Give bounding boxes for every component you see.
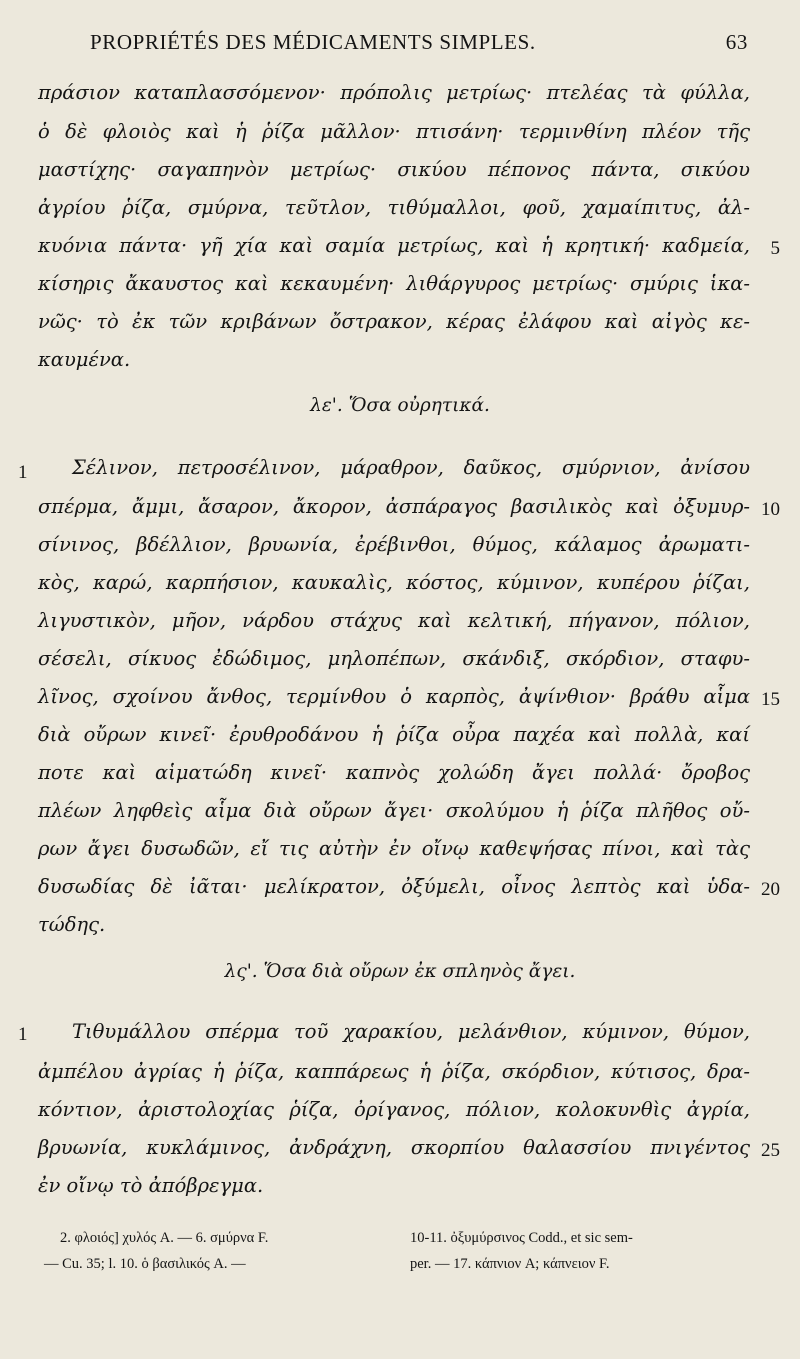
paragraph-mark: 1 [18,462,28,483]
text-line: σέσελι, σίκυος ἐδώδιμος, μηλοπέπων, σκάνδιξ, σκόρδιον, σταφυ- [38,647,750,670]
margin-line-number: 25 [761,1140,780,1161]
margin-line-number: 20 [761,879,780,900]
text-line: σίνινος, βδέλλιον, βρυωνία, ἐρέβινθοι, θύμος, κάλαμος ἀρωματι- [38,533,750,556]
text-line: δυσωδίας δὲ ἰᾶται· μελίκρατον, ὀξύμελι, οἶνος λεπτὸς καὶ ὑδα- [38,875,750,898]
text-line: νῶς· τὸ ἐκ τῶν κριβάνων ὄστρακον, κέρας ἐλάφου καὶ αἰγὸς κε- [38,310,750,333]
text-line: κίσηρις ἄκαυστος καὶ κεκαυμένη· λιθάργυρος μετρίως· σμύρις ἱκα- [38,272,750,295]
text-line: ἀγρίου ῥίζα, σμύρνα, τεῦτλον, τιθύμαλλοι, φοῦ, χαμαίπιτυς, ἀλ- [38,196,750,219]
text-line: κὸς, καρώ, καρπήσιον, καυκαλὶς, κόστος, κύμινον, κυπέρου ῥίζαι, [38,571,750,594]
text-line: λιγυστικὸν, μῆον, νάρδου στάχυς καὶ κελτική, πήγανον, πόλιον, [38,609,750,632]
text-line: βρυωνία, κυκλάμινος, ἀνδράχνη, σκορπίου θαλασσίου πνιγέντος [38,1136,750,1159]
page-number: 63 [725,30,748,54]
text-line: Τιθυμάλλου σπέρμα τοῦ χαρακίου, μελάνθιον, κύμινον, θύμον, [72,1020,750,1043]
text-line: ἀμπέλου ἀγρίας ἡ ῥίζα, καππάρεως ἡ ῥίζα, σκόρδιον, κύτισος, δρα- [38,1060,750,1083]
running-header [90,30,748,55]
text-line: τώδης. [38,913,106,936]
text-line: σπέρμα, ἄμμι, ἄσαρον, ἄκορον, ἀσπάραγος βασιλικὸς καὶ ὀξυμυρ- [38,495,750,518]
text-line: διὰ οὔρων κινεῖ· ἐρυθροδάνου ἡ ῥίζα οὖρα παχέα καὶ πολλὰ, καί [38,723,750,746]
footnote-text: 2. φλοιός] χυλός A. — 6. σμύρνα F. [60,1230,269,1246]
section-heading: λς'. Ὅσα διὰ οὔρων ἐκ σπληνὸς ἄγει. [224,961,576,982]
section-heading: λε'. Ὅσα οὐρητικά. [310,395,490,416]
text-line: πλέων ληφθεὶς αἷμα διὰ οὔρων ἄγει· σκολύμου ἡ ῥίζα πλῆθος οὔ- [38,799,750,822]
text-line: μαστίχης· σαγαπηνὸν μετρίως· σικύου πέπονος πάντα, σικύου [38,158,750,181]
text-line: ἐν οἴνῳ τὸ ἀπόβρεγμα. [38,1174,264,1197]
paragraph-mark: 1 [18,1024,28,1045]
text-line: πράσιον καταπλασσόμενον· πρόπολις μετρίως· πτελέας τὰ φύλλα, [38,81,750,104]
running-title: PROPRIÉTÉS DES MÉDICAMENTS SIMPLES. [90,30,536,54]
footnote-text: — Cu. 35; l. 10. ὁ βασιλικός A. — [44,1256,246,1272]
margin-line-number: 10 [761,499,780,520]
text-line: ρων ἄγει δυσωδῶν, εἴ τις αὐτὴν ἐν οἴνῳ καθεψήσας πίνοι, καὶ τὰς [38,837,750,860]
footnote-text: 10-11. ὀξυμύρσινος Codd., et sic sem- [410,1230,633,1246]
text-line: καυμένα. [38,348,131,371]
footnote-text: per. — 17. κάπνιον A; κάπνειον F. [410,1256,610,1272]
text-line: ποτε καὶ αἱματώδη κινεῖ· καπνὸς χολώδη ἄγει πολλά· ὄροβος [38,761,750,784]
text-line: λῖνος, σχοίνου ἄνθος, τερμίνθου ὁ καρπὸς, ἀψίνθιον· βράθυ αἷμα [38,685,750,708]
text-line: κόντιον, ἀριστολοχίας ῥίζα, ὀρίγανος, πόλιον, κολοκυνθὶς ἀγρία, [38,1098,750,1121]
text-line: ὁ δὲ φλοιὸς καὶ ἡ ῥίζα μᾶλλον· πτισάνη· τερμινθίνη πλέον τῆς [38,120,750,143]
margin-line-number: 15 [761,689,780,710]
margin-line-number: 5 [770,238,780,259]
text-line: Σέλινον, πετροσέλινον, μάραθρον, δαῦκος, σμύρνιον, ἀνίσου [72,456,750,479]
text-line: κυόνια πάντα· γῆ χία καὶ σαμία μετρίως, καὶ ἡ κρητική· καδμεία, [38,234,750,257]
